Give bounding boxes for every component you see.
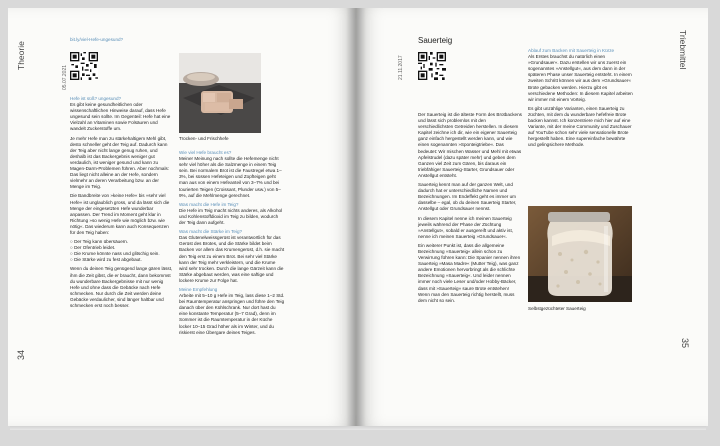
paragraph: Arbeite mit 5–10 g Hefe im Teig, lass diese 1–2 Std. bei Raumtemperatur anspringen und führe den Teig danach über den Kühlschrank. Nur dort hast du eine konstante Temperatur (5–7 Grad), denn im Sommer ist die Raumtemperatur in der Küche locker 10–15 Grad höher als im Winter, und du riskierst eine Übergare deines Teiges. (179, 293, 285, 335)
list-item: ○ Der Ofentrieb leidet. (70, 245, 116, 251)
col2-heading-4: Meine Empfehlung (179, 286, 218, 292)
paragraph: Ein weiterer Punkt ist, dass die allgemeine Bezeichnung »Sauerteig« allein schon zu Verwirrung führen kann: Die Spanier nennen ihren Sauerteig »Masa Madre« (Mutter Teig), was ganz andere Emotionen hervorbringt als die schlichte Bezeichnung »Sauerteig«. Und leider nennen immer noch viele Leser und/oder Hobby-Bäcker, dass mit »Sauerteig« saure Brote entstehen! Wenn man den Sauerteig richtig herstellt, muss dem nicht so sein. (418, 242, 521, 303)
paragraph: Wenn du deinen Teig genügend lange gären lässt, ihm die Zeit gibst, die er braucht, dann bekommst du wunderbare Backergebnisse mit nur wenig Hefe und ohne dass die Gebäcke nach Hefe schmecken. Nur durch die Zeit werden deine Gebäcke verdaulicher, sind länger haltbar und schmecken erst noch besser. (70, 266, 173, 308)
col2-heading-1: Wie viel Hefe braucht es? (179, 150, 232, 155)
col2-heading-2: Was macht die Hefe im Teig? (179, 201, 239, 207)
sourdough-photo-caption: Selbstgezüchteter Sauerteig (528, 306, 586, 311)
bullet-list (70, 239, 174, 263)
col2-heading-3: Was macht die Stärke im Teig? (179, 229, 243, 235)
list-item: ○ Die Stärke wird zu fest abgebaut. (70, 257, 142, 263)
right-column-1 (418, 112, 522, 307)
left-column-2 (179, 150, 285, 339)
col1-heading: Hefe ist süß? ungesund? (70, 96, 122, 101)
left-date: 05.07.2021 (62, 64, 68, 90)
col2-link-heading[interactable]: Ablauf zum Backen mit Sauerteig in Kürze (528, 48, 615, 53)
sourdough-image (528, 206, 632, 302)
left-column-1 (70, 96, 174, 312)
paragraph: Meiner Meinung nach sollte die Hefemenge nicht sehr viel höher als die Salzmenge in einem Teig sein. Bei normalem Brot ist die Faustregel etwa 1–3%, bei süssen Hefeteigen und Zopfteigen geht man aus von einem Hefeanteil von 3–7% und bei tourierten Teigen (Croissant, Plunder usw.) von 5–9%, auf die Mehlmenge gerechnet. (179, 156, 282, 198)
paragraph: Die Hefe im Teig macht nichts anderes, als Alkohol und Kohlenstoffdioxid im Teig zu bilden, wodurch der Teig dann aufgeht. (179, 207, 283, 226)
paragraph: Je mehr Hefe man zu stärkehaltigem Mehl gibt, desto schneller geht der Teig auf. Dadurch kann der Teig aber nicht lange genug ruhen, und deshalb ist das Backergebnis weniger gut verdaulich, ist weniger gesund und kann zu Magen-Darm-Problemen führen. Aber nochmals: Das liegt nicht alleine an der Hefe, sondern vielmehr an deren Verarbeitung bzw. an der Menge im Teig. (70, 135, 170, 190)
right-page-number: 35 (680, 338, 690, 349)
paragraph: Als Erstes brauchst du natürlich einen »Grundsauer«. Dazu erstellen wir uns zuerst ein sogenanntes »Anstellgut«, aus dem dann in der späteren Phase unser Sauerteig entsteht. In einem zweiten Schritt können wir aus dem »Grundsauer« Brote gebacken werden. Hierzu gibt es verschiedene Methoden: In diesem Kapitel arbeiten wir immer mit einem Vorteig. (528, 54, 633, 102)
qr-code-left[interactable] (70, 52, 98, 80)
left-side-label: Theorie (16, 41, 26, 70)
left-page-number: 34 (16, 349, 26, 360)
list-item: ○ Die Krume könnte nass und glitschig sein. (70, 251, 160, 257)
right-side-label: Triebmittel (678, 30, 688, 70)
right-date: 21.11.2017 (398, 55, 404, 80)
paragraph: Es gibt unzählige Varianten, einen Sauerteig zu züchten, mit dem du wunderbare hefefreie Brote backen kannst. Ich konzentriere mich hier auf eine Variante, mit der meine Community und Zuschauer auf YouTube schon sehr viele sensationelle Brote hergestellt haben. Eine supereinfache bewährte und gelingsichere Methode. (528, 105, 632, 148)
qr-code-icon (418, 52, 446, 80)
chapter-title: Sauerteig (418, 36, 453, 45)
paragraph: In diesem Kapitel nenne ich meinen Sauerteig jeweils während der Phase der Züchtung »Anstellgut«, sobald er ausgereift und aktiv ist, nenne ich meinen Sauerteig »Grundsauer«. (418, 215, 513, 239)
qr-code-icon (70, 52, 98, 80)
left-page (8, 8, 356, 426)
paragraph: Es gibt keine gesundheitlichen oder wissenschaftlichen Hinweise darauf, dass Hefe ungesund sein sollte. Im Gegenteil: Hefe hat eine Vielzahl an Vitaminen sowie Folsäuren und wandelt Zuckerstoffe um. (70, 102, 171, 132)
top-link[interactable]: bit.ly/viel-Hefe-ungesund? (70, 37, 124, 42)
paragraph: Der Sauerteig ist die älteste Form des Brotbackens und lässt sich problemlos mit den verschiedlichsten Getreiden herstellen. In diesem Kapitel zeichne ich dir, wie ein eigener Sauerteig ganz einfach hergestellt werden kann, und wie einen sogenannten »Sponteigtriebe«. Das bedeutet: Wir mischen Wasser und Mehl mit etwas Apfelstrudel (dazu später mehr) und geben dem Ganzen viel Zeit zum Gären, bis daraus ein triebfähiger Sauerteig-Starter, Grundsauer oder Anstellgut entsteht. (418, 112, 522, 178)
right-page (356, 8, 708, 426)
paragraph: Das Glutenelweissgerüst ist verantwortlich für das Gerüst des Brotes, und die Stärke bildet beim Backen vor allem das Krumengerüst, d.h. sie macht den Teig erst zu einem Brot. Bei sehr viel Stärke kann der Teig mehr verkleistern, und die Krume wird sehr trocken. Durch die lange Gärzeit kann die Stärke abgebaut werden, was eine saftige und lockere Krume zur Folge hat. (179, 235, 285, 283)
yeast-photo (179, 53, 261, 133)
yeast-image (179, 53, 261, 133)
yeast-photo-caption: Trocken- und Frischhefe (179, 136, 229, 141)
qr-code-right[interactable] (418, 52, 446, 80)
paragraph: Sauerteig kennt man auf der ganzen Welt, und dadurch hat er unterschiedliche Namen und Bezeichnungen. Im Endeffekt geht es immer um dasselbe – egal, ob du deinen Sauerteig Starter, Anstellgut oder Grundsauer nennst. (418, 182, 517, 212)
spine-shadow (346, 8, 366, 426)
list-item: ○ Der Teig kann übersäuern. (70, 239, 129, 245)
sourdough-photo (528, 206, 632, 302)
paragraph: Die Bandbreite von »keine Hefe« bis »sehr viel Hefe« ist unglaublich gross, und da lässt sich die Menge der eingesetzten Hefe wunderbar anpassen. Der Trend im Moment geht klar in Richtung »so wenig Hefe wie möglich bzw. wie nötig«. Das wiederum kann auch Konsequenzen für den Teig haben: (70, 193, 170, 235)
right-column-2 (528, 48, 634, 152)
